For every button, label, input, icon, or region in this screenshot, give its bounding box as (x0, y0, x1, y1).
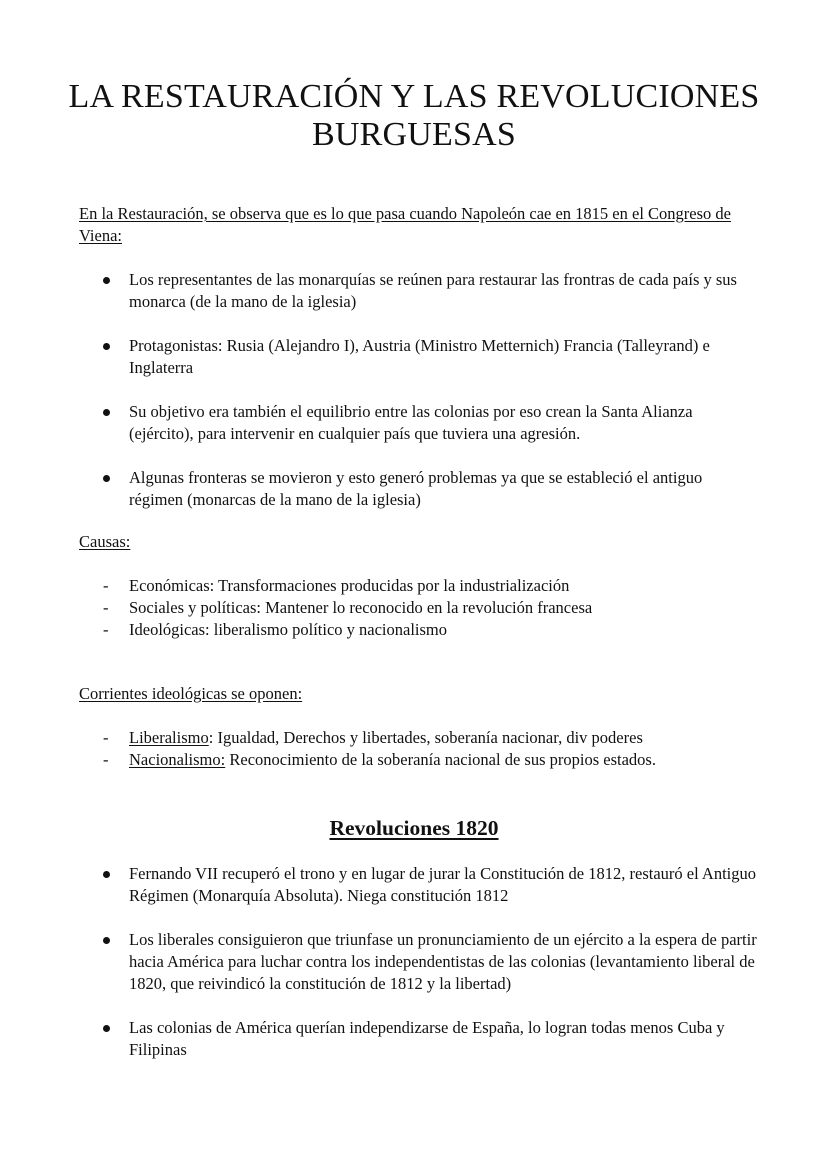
bullet-icon (103, 475, 110, 482)
list-item: - Ideológicas: liberalismo político y nacionalismo (103, 620, 448, 639)
dash-marker: - (103, 598, 109, 617)
dash-marker: - (103, 576, 109, 595)
corrientes-list (79, 727, 759, 771)
list-item: Algunas fronteras se movieron y esto generó problemas ya que se estableció el antiguo régimen (monarcas de la mano de la iglesia) (79, 467, 759, 511)
dash-marker: - (103, 750, 109, 769)
term-nacionalismo: Nacionalismo: (129, 750, 226, 769)
bullet-icon (103, 343, 110, 350)
list-item: Su objetivo era también el equilibrio entre las colonias por eso crean la Santa Alianza (ejército), para intervenir en cualquier país que tuviera una agresión. (79, 401, 759, 445)
bullet-icon (103, 1025, 110, 1032)
corrientes-heading: Corrientes ideológicas se oponen: (79, 684, 303, 703)
revoluciones-heading: Revoluciones 1820 (329, 816, 499, 840)
bullet-icon (103, 871, 110, 878)
list-item: - Liberalismo: Igualdad, Derechos y libertades, soberanía nacionar, div poderes (103, 728, 643, 747)
bullet-icon (103, 409, 110, 416)
restauracion-bullet-list (79, 269, 759, 533)
list-item: - Económicas: Transformaciones producidas por la industrialización (103, 576, 570, 595)
list-item: Los representantes de las monarquías se reúnen para restaurar las frontras de cada país y sus monarca (de la mano de la iglesia) (79, 269, 759, 313)
bullet-icon (103, 277, 110, 284)
term-liberalismo: Liberalismo (129, 728, 209, 747)
list-item: - Nacionalismo: Reconocimiento de la soberanía nacional de sus propios estados. (103, 750, 656, 769)
list-item: Las colonias de América querían independizarse de España, lo logran todas menos Cuba y Filipinas (79, 1017, 759, 1061)
bullet-icon (103, 937, 110, 944)
causas-list (79, 575, 759, 641)
restauracion-heading: En la Restauración, se observa que es lo que pasa cuando Napoleón cae en 1815 en el Congreso de Viena: (79, 204, 731, 245)
list-item: Protagonistas: Rusia (Alejandro I), Austria (Ministro Metternich) Francia (Talleyrand) e Inglaterra (79, 335, 759, 379)
causas-heading: Causas: (79, 532, 131, 551)
list-item: Los liberales consiguieron que triunfase un pronunciamiento de un ejército a la espera de partir hacia América para luchar contra los independentistas de las colonias (levantamiento liberal de 1820, que reivindicó la constitución de 1812 y la libertad) (79, 929, 759, 995)
dash-marker: - (103, 620, 109, 639)
dash-marker: - (103, 728, 109, 747)
list-item: Fernando VII recuperó el trono y en lugar de jurar la Constitución de 1812, restauró el Antiguo Régimen (Monarquía Absoluta). Niega constitución 1812 (79, 863, 759, 907)
page-title: LA RESTAURACIÓN Y LAS REVOLUCIONES BURGUESAS (68, 78, 760, 153)
revoluciones-bullet-list (79, 863, 759, 1083)
list-item: - Sociales y políticas: Mantener lo reconocido en la revolución francesa (103, 598, 593, 617)
